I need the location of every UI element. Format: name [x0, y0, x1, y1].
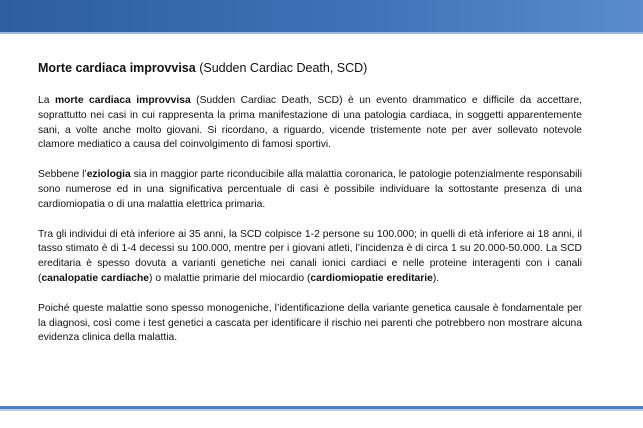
p1-text-2: (Sudden Cardiac Death, SCD) è un evento drammatico e difficile da accettare, soprattutto nei casi in cui rappresenta la prima manifestazione di una patologia cardiaca, in soggetti apparentemente sani, a volte anche molto giovani. Si ricordano, a riguardo, vicende tristemente note per aver sollevato notevole clamore mediatico a causa del coinvolgimento di famosi sportivi.	[38, 95, 582, 151]
p3-bold-1: canalopatie cardiache	[41, 272, 150, 284]
article-title	[38, 60, 582, 76]
paragraph-4	[38, 302, 582, 346]
p1-text-1: La	[38, 95, 55, 106]
title-bold: Morte cardiaca improvvisa	[38, 61, 196, 75]
p2-bold-1: eziologia	[86, 169, 131, 181]
header-bar	[0, 0, 643, 34]
footer-rule-shadow	[0, 409, 643, 411]
title-subtitle: (Sudden Cardiac Death, SCD)	[195, 61, 368, 75]
p2-text-1: Sebbene l’	[38, 169, 87, 181]
p3-text-2: ) o malattie primarie del miocardio (	[149, 272, 311, 284]
p2-text-2: sia in maggior parte riconducibile alla malattia coronarica, le patologie potenzialmente responsabili sono numerose ed in una significativa percentuale di casi è possibile individuare la sottostante presenza di una cardiomiopatia o di una malattia elettrica primaria.	[38, 169, 582, 210]
p4-text-1: Poiché queste malattie sono spesso monogeniche, l’identificazione della variante genetica causale è fondamentale per la diagnosi, così come i test genetici a cascata per identificare il rischio nei parenti che potrebbero non mostrare alcuna evidenza clinica della malattia.	[38, 302, 582, 344]
p3-bold-2: cardiomiopatie ereditarie	[310, 272, 433, 284]
paragraph-2	[38, 168, 582, 212]
p3-text-3: ).	[432, 272, 440, 284]
paragraph-3	[38, 228, 582, 287]
p3-text-1: Tra gli individui di età inferiore ai 35 anni, la SCD colpisce 1-2 persone su 100.000; in quelli di età inferiore ai 18 anni, il tasso stimato è di 1-4 decessi su 100.000, mentre per i giovani atleti, l’incidenza è di circa 1 su 20.000-50.000. La SCD ereditaria è spesso dovuta a varianti genetiche nei canali ionici cardiaci e nelle proteine interagenti con i canali (	[38, 228, 582, 284]
article	[38, 60, 582, 361]
paragraph-1	[38, 94, 582, 153]
p1-bold-1: morte cardiaca improvvisa	[54, 95, 191, 106]
